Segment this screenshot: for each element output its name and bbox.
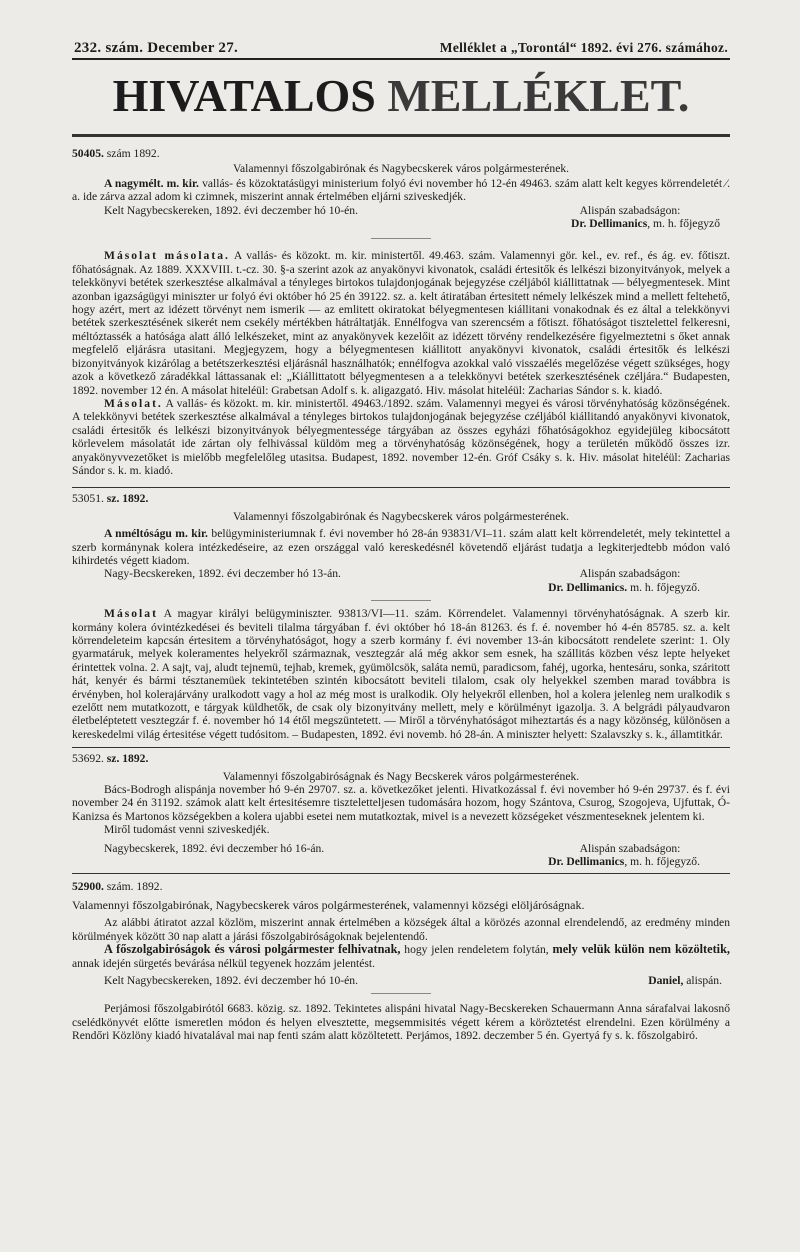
- signer-role: Alispán szabadságon:: [579, 567, 681, 581]
- signer: Dr. Dellimanics, m. h. főjegyző.: [548, 855, 700, 869]
- signer: Dr. Dellimanics, m. h. főjegyző: [571, 217, 720, 231]
- addressee: Valamennyi főszolgabirónak és Nagybecskerek város polgármesterének.: [232, 162, 570, 176]
- copy-paragraph: Másolat másolata. A vallás- és közokt. m. kir. ministertől. 49.463. szám. Valamennyi gör. kel., ev. ref., és ág. ev. főtiszt. főhatóságnak. Az 1889. XXXVIII. t.-cz. 30. §-a szerint azok az anyakönyvi kivonatok, családi értesitők és lelkészi bizonyitványok, melyek a telekkönyvi betétek szerkesztése alkalmával a tényleges birtokos tulajdonjogának bejegyzése czéljából kiállittatnak — bélyegmentesek. Mint azonban igazságügyi miniszter ur folyó évi október hó 25 én 39122. sz. a. kelt átiratában értesitett némely lelkészek mind a mellett feltehető, hogy azért, mert az idézett törvényt nem ismerik — az emlitett okiratokat bélyegmentesen kiállitani vonakodnak és ez által a telekkönyvi betétek szerkesztésének sikerét nem csekély mértékben hátráltatják. Ennélfogva van szerencsém a főtiszt. főhatóságot tisztelettel felkeresni, méltóztassék a hatósága alatt álló lelkészeket, mint az anyakönyvek kezelőit az idézett törvény rendelkezésére figyelmeztetni s őket annak megfelelő eljárásra utasitani. Megjegyzem, hogy a bélyegmentesen kiállitott anyakönyvi kivonatok, családi értesitők és lelkészi bizonyitványok kizárólag a betétszerkesztési eljárásnál használhatók; ennélfogva azokkal való visszaélés megelőzése végett szükséges, hogy azok a következő záradékkal láttassanak el: „Kiállittatott bélyegmentesen a a telekkönyvi betétek szerkesztésének czéljára.“ Budapesten, 1892. november 12 én. A másolat hiteléül: Grabetsan Adolf s. k. aligazgató. Hiv. másolat hiteléül: Zacharias Sándor s. k. kiadó.: [72, 249, 730, 397]
- notice-number: 52900. szám. 1892.: [72, 879, 163, 893]
- notice-number: 53692. sz. 1892.: [72, 752, 149, 766]
- copy-paragraph: Másolat A magyar királyi belügyminiszter. 93813/VI—11. szám. Körrendelet. Valamennyi törvényhatóságnak. A szerb kir. kormány kolera óvintézkedései és beviteli tilalma tárgyában f. évi október hó 18-án 81263. és f. é. november hó 4-én 85785. sz. a. kelt körrendeleteim kapcsán értesitem a törvényhatóságot, hogy a szerb kormány f. évi november 13-án kibocsátott rendelete szerint: 1. Oly gyarmatáruk, melyek koleramentes helyekről származnak, vesztegzár alá még akkor sem esnek, ha szállitás közben vész lepte helyeket érintettek volna. 2. A sajt, vaj, aludt tejnemü, tejhab, kremek, gyümölcsök, saláta nemü, paradicsom, fahéj, ugorka, hentesáru, sonka, száritott hát, kenyér és bármi tésztanemüek tekintetében szintén kibocsátott beviteli tilalom, csak oly helyekkel szemben marad továbbra is érvényben, hol kolerajárvány uralkodott vagy a hol az még most is uralkodik. Oly helyekről ellenben, hol a kolera jelenleg nem uralkodik s ezelőtt nem mutatkozott, e tárgyak küldhetők, de csak oly bizonyitvány mellett, mely e körülményt igazolja. 3. A belgrádi pályaudvaron életbeléptetett vesztegzár f. é. november hó 14 étől megszüntetett. — Miről a törvényhatóságot miheztartás és a nagy közönség, különösen a kereskedelmi világ értesitése végett tudósitom. – Budapesten, 1892. évi novemb. hó 28-án. A miniszter helyett: Szalavszky s. k., államtitkár.: [72, 607, 730, 741]
- notice-body: Bács-Bodrogh alispánja november hó 9-én 29707. sz. a. következőket jelenti. Hivatkozással f. évi november hó 9-én 29737. és f. évi november 24 én 31192. számok alatt kelt értesitésemre tiszteletteljesen tudomására hozom, hogy Szántova, Csurog, Szogojeva, Ujfuttak, Ó-Kanizsa és Martonos községekben a kolera ujabbi esetei nem mutatkoztak, mivel is a nevezett községeket vészmenteseknek jelentem ki.: [72, 783, 730, 823]
- notice-body: A nagymélt. m. kir. vallás- és közoktatásügyi ministerium folyó évi november hó 12-én 49463. szám alatt kelt kegyes körrendeletét ⁄. a. ide zárva azzal adom ki czimnek, miszerint annak értelmében eljárni sziveskedjék.: [72, 176, 730, 204]
- date-line: Kelt Nagybecskereken, 1892. évi deczember hó 10-én.: [104, 203, 358, 217]
- section-divider: [72, 873, 730, 874]
- signer: Dr. Dellimanics. m. h. főjegyző.: [548, 580, 700, 594]
- issue-number: 232. szám. December 27.: [74, 40, 239, 56]
- newspaper-page: [72, 40, 730, 1043]
- notice-number: 53051. sz. 1892.: [72, 492, 149, 506]
- notice-52900: [72, 880, 730, 1043]
- notice-53692: [72, 752, 730, 868]
- signature-block: [72, 842, 730, 855]
- notice-number: 50405. szám 1892.: [72, 147, 160, 160]
- addressee: Valamennyi főszolgabirónak és Nagybecskerek város polgármesterének.: [232, 509, 570, 523]
- signer-role: Alispán szabadságon:: [579, 203, 681, 217]
- notice-body: A nméltóságu m. kir. belügyministeriumnak f. évi november hó 28-án 93831/VI–11. szám alatt kelt körrendeletét, mely tekintettel a szerb kormánynak kolera intézkedéseire, az ezen országgal való kereskedésnél követendő eljárást tudatja a legkiterjedtebb módon való kihirdetés végett kiadom.: [72, 527, 730, 567]
- section-divider: [72, 487, 730, 488]
- page-title: [72, 66, 730, 130]
- signature-block: [72, 974, 730, 987]
- instruction-paragraph: A főszolgabiróságok és városi polgármester felhivatnak, hogy jelen rendeletem folytán, mely velük külön nem közöltetik, annak idején sürgetés bevárása nélkül tegyenek hozzám jelentést.: [72, 942, 730, 970]
- signer-role: Alispán szabadságon:: [579, 841, 681, 855]
- notice-body: Az alábbi átiratot azzal közlöm, miszerint annak értelmében a községek által a körözés azonnal elrendelendő, az eredmény minden körülmények között 30 nap alatt a járási főszolgabiróságoknak bejelentendő.: [72, 916, 730, 943]
- title-word-1: HIVATALOS: [112, 70, 376, 121]
- closing-line: Miről tudomást venni sziveskedjék.: [104, 823, 270, 837]
- short-divider: [371, 238, 431, 239]
- notice-53051: [72, 492, 730, 741]
- masthead-rule: [72, 58, 730, 60]
- notice-50405: [72, 147, 730, 477]
- copy-paragraph: Másolat. A vallás- és közokt. m. kir. ministertől. 49463./1892. szám. Valamennyi megyei és városi törvényhatóság közönségének. A telekkönyvi betétek szerkesztése alkalmával a tényleges birtokos tulajdonjogának bejegyzése czéljából kiállitandó anyakönyvi kivonatok, családi értesitők és lelkészi bizonyitványok bélyegmentessége tárgyában az összes egyházi főhatóságokhoz egyidejüleg kibocsátott körlevelem másolatát ide zártan oly felhivással küldöm meg a törvényhatóság közönségének, hogy a területén működő összes izr. anyakönyvvezetőket is mielőbb megfelelőleg utasitsa. Budapest, 1892. november 12-én. Gróf Csáky s. k. Hiv. másolat hiteléül: Zacharias Sándor s. k. m. kiadó.: [72, 396, 730, 477]
- supplement-note: Melléklet a „Torontál“ 1892. évi 276. számához.: [439, 40, 728, 55]
- section-divider: [72, 747, 730, 748]
- title-word-2: MELLÉKLET.: [387, 70, 690, 121]
- addressee: Valamennyi főszolgabirónak, Nagybecskerek város polgármesterének, valamennyi községi elöljáróságnak.: [72, 897, 585, 912]
- forwarded-paragraph: Perjámosi főszolgabirótól 6683. közig. sz. 1892. Tekintetes alispáni hivatal Nagy-Becskereken Schauermann Anna sárafalvai lakosnő cselédkönyvét előtte ismeretlen módon és helyen elvesztette, megsemmisités végett kérem a köröztetést elrendelni. Ezen körülmény a Rendőri Közlöny kiadó hivatalával mai nap fenti szám alatt közöltetett. Perjámos, 1892. deczember 5 én. Gyertyá fy s. k. főszolgabiró.: [72, 1002, 730, 1043]
- short-divider: [371, 600, 431, 601]
- short-divider: [371, 993, 431, 994]
- signature-block: [72, 567, 730, 580]
- date-line: Nagy-Becskereken, 1892. évi deczember hó 13-án.: [104, 567, 341, 581]
- signature-block: [72, 204, 730, 217]
- addressee: Valamennyi főszolgabiróságnak és Nagy Becskerek város polgármesterének.: [222, 769, 580, 783]
- date-line: Nagybecskerek, 1892. évi deczember hó 16-án.: [104, 841, 325, 855]
- signer: Daniel, alispán.: [648, 973, 722, 987]
- masthead: [72, 40, 730, 58]
- date-line: Kelt Nagybecskereken, 1892. évi deczember hó 10-én.: [104, 973, 358, 987]
- title-rule: [72, 134, 730, 137]
